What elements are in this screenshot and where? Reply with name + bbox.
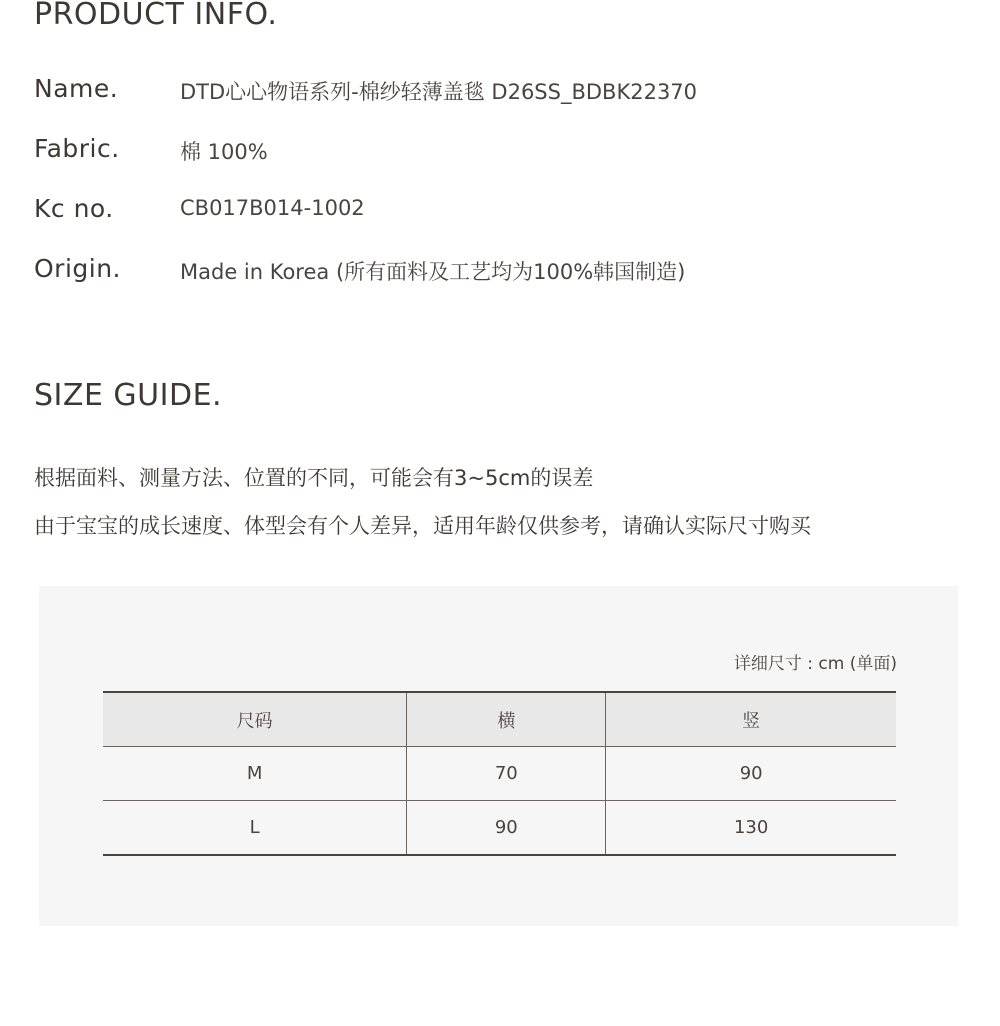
size-table-header-row (103, 692, 896, 747)
info-value-kc-no: CB017B014-1002 (180, 196, 365, 220)
size-table-panel (39, 586, 958, 926)
size-note-age-reference: 由于宝宝的成长速度、体型会有个人差异，适用年龄仅供参考，请确认实际尺寸购买 (34, 514, 811, 538)
info-row-kc-no (34, 194, 934, 234)
info-label-name: Name. (34, 74, 119, 103)
info-value-name: DTD心心物语系列-棉纱轻薄盖毯 D26SS_BDBK22370 (180, 80, 698, 104)
size-guide-title: SIZE GUIDE. (34, 378, 223, 413)
cell-length: 90 (606, 747, 896, 801)
header-width: 横 (407, 692, 606, 747)
header-size: 尺码 (103, 692, 407, 747)
info-label-fabric: Fabric. (34, 134, 120, 163)
info-row-name (34, 74, 934, 114)
info-row-fabric (34, 134, 934, 174)
cell-size: L (103, 801, 407, 856)
cell-length: 130 (606, 801, 896, 856)
table-row (103, 801, 896, 856)
size-table (103, 691, 896, 856)
cell-size: M (103, 747, 407, 801)
info-label-kc-no: Kc no. (34, 194, 114, 223)
info-value-origin: Made in Korea (所有面料及工艺均为100%韩国制造) (180, 260, 686, 284)
size-note-error-margin: 根据面料、测量方法、位置的不同，可能会有3~5cm的误差 (34, 466, 594, 490)
header-length: 竖 (606, 692, 896, 747)
table-row (103, 747, 896, 801)
unit-label: 详细尺寸 : cm (单面) (733, 654, 897, 674)
product-info-title: PRODUCT INFO. (34, 0, 278, 32)
info-value-fabric: 棉 100% (180, 140, 268, 164)
cell-width: 90 (407, 801, 606, 856)
info-label-origin: Origin. (34, 254, 122, 283)
info-row-origin (34, 254, 934, 294)
cell-width: 70 (407, 747, 606, 801)
